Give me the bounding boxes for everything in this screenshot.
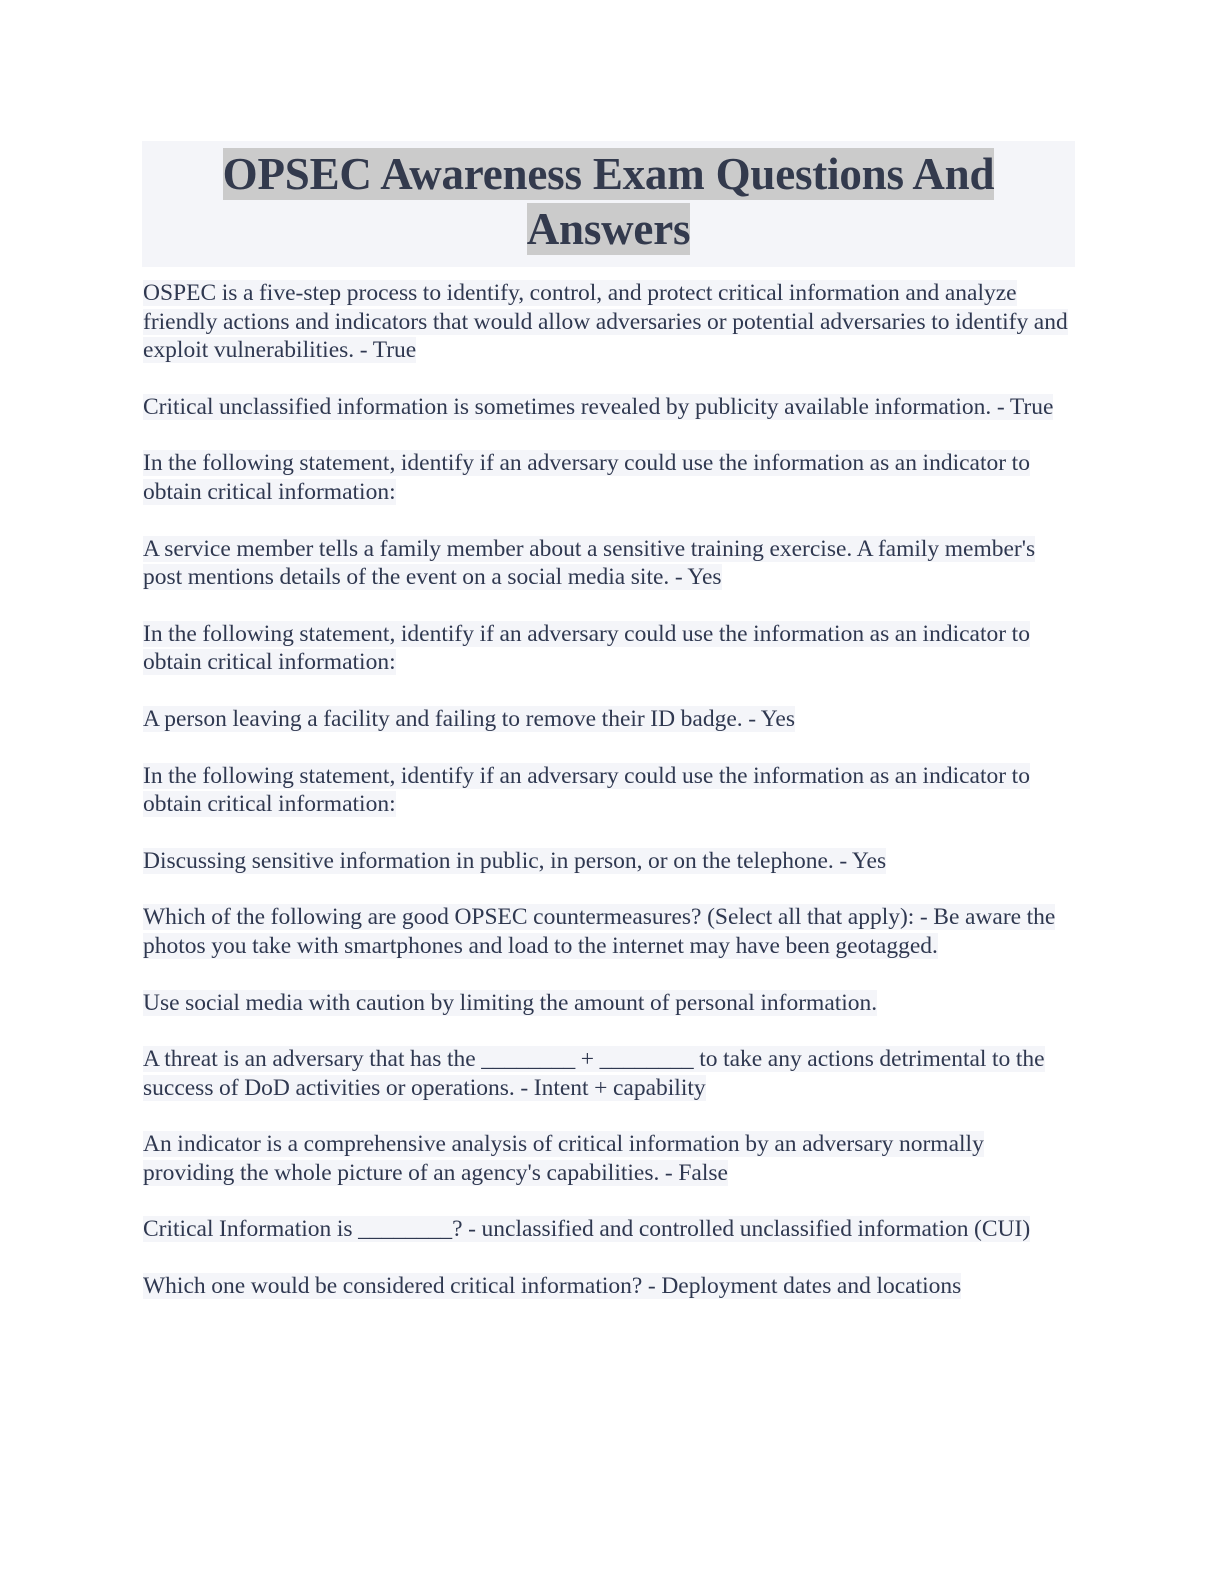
- paragraph-text: OSPEC is a five-step process to identify, control, and protect critical information and analyze friendly actions and indicators that would allow adversaries or potential adversaries to identify and exploit vulnerabilities. - True: [143, 280, 1068, 364]
- paragraph-2: [143, 393, 1068, 422]
- paragraph-text: Use social media with caution by limiting the amount of personal information.: [143, 989, 878, 1016]
- paragraph-10: [143, 989, 1068, 1018]
- paragraph-14: [143, 1272, 1068, 1301]
- paragraph-text: Which of the following are good OPSEC countermeasures? (Select all that apply): - Be aware the photos you take with smartphones and load to the internet may have been geotagged.: [143, 904, 1056, 959]
- paragraph-4: [143, 535, 1068, 592]
- paragraph-1: [143, 279, 1068, 365]
- paragraph-7: [143, 762, 1068, 819]
- paragraph-text: In the following statement, identify if an adversary could use the information as an indicator to obtain critical information:: [143, 450, 1030, 505]
- paragraph-6: [143, 705, 1068, 734]
- paragraph-3: [143, 449, 1068, 506]
- paragraph-text: An indicator is a comprehensive analysis of critical information by an adversary normally providing the whole picture of an agency's capabilities. - False: [143, 1131, 984, 1186]
- paragraph-text: Which one would be considered critical information? - Deployment dates and locations: [143, 1273, 962, 1300]
- paragraph-12: [143, 1130, 1068, 1187]
- paragraph-11: [143, 1045, 1068, 1102]
- paragraph-text: Discussing sensitive information in public, in person, or on the telephone. - Yes: [143, 847, 887, 874]
- paragraph-text: A service member tells a family member about a sensitive training exercise. A family member's post mentions details of the event on a social media site. - Yes: [143, 535, 1036, 591]
- paragraph-5: [143, 620, 1068, 677]
- paragraph-text: A person leaving a facility and failing to remove their ID badge. - Yes: [143, 705, 795, 732]
- paragraph-13: [143, 1215, 1068, 1244]
- paragraph-text: Critical unclassified information is sometimes revealed by publicity available information. - True: [143, 393, 1054, 420]
- page-title: [142, 147, 1075, 257]
- paragraph-text: In the following statement, identify if an adversary could use the information as an indicator to obtain critical information:: [143, 620, 1030, 676]
- page-title-text: OPSEC Awareness Exam Questions And Answers: [222, 149, 995, 254]
- paragraph-9: [143, 903, 1068, 960]
- paragraph-text: A threat is an adversary that has the ________ + ________ to take any actions detrimental to the success of DoD activities or operations. - Intent + capability: [143, 1046, 1045, 1101]
- paragraph-8: [143, 847, 1068, 876]
- title-block: [142, 141, 1075, 267]
- paragraph-text: Critical Information is ________? - unclassified and controlled unclassified information (CUI): [143, 1216, 1031, 1243]
- document-body: [143, 279, 1068, 1301]
- paragraph-text: In the following statement, identify if an adversary could use the information as an indicator to obtain critical information:: [143, 762, 1030, 818]
